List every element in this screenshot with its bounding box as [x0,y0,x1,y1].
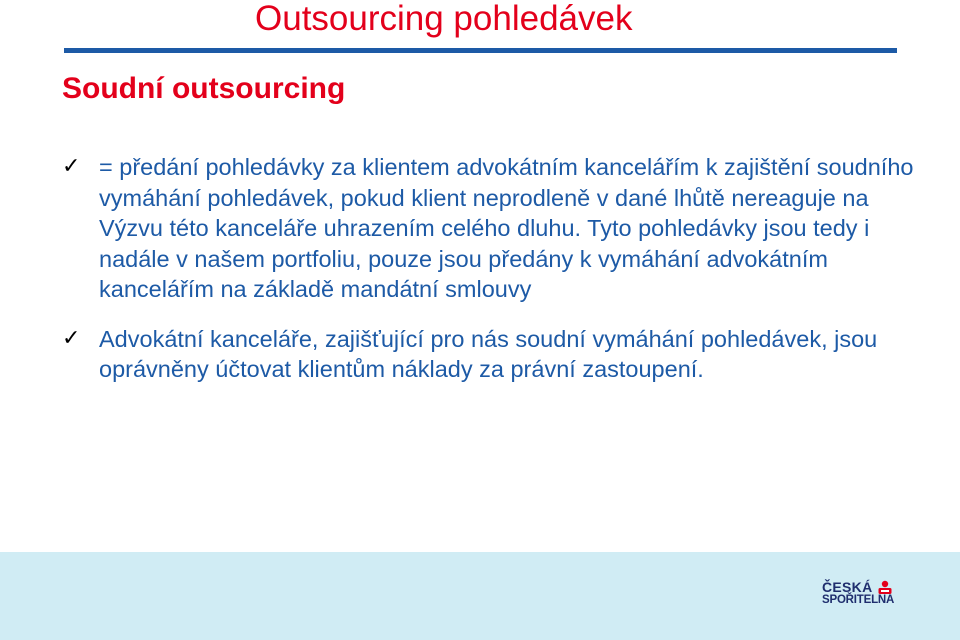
bullet-list [62,152,922,385]
bullet-text: = předání pohledávky za klientem advokátním kancelářím k zajištění soudního vymáhání pohledávek, pokud klient neprodleně v dané lhůtě nereaguje na Výzvu této kanceláře uhrazením celého dluhu. Tyto pohledávky jsou tedy i nadále v našem portfoliu, pouze jsou předány k vymáhání advokátním kancelářím na základě mandátní smlouvy [99,154,914,302]
ceska-sporitelna-logo [822,579,902,609]
slide-title: Outsourcing pohledávek [255,0,633,38]
title-divider [64,48,897,53]
slide-subtitle: Soudní outsourcing [62,72,346,105]
logo-text-line1: ČESKÁ [822,579,873,595]
bullet-item [62,152,922,305]
checkmark-icon: ✓ [62,154,81,179]
bullet-text: Advokátní kanceláře, zajišťující pro nás soudní vymáhání pohledávek, jsou oprávněny účtovat klientům náklady za právní zastoupení. [99,325,878,382]
footer-band [0,552,960,640]
bullet-item [62,324,922,385]
checkmark-icon: ✓ [62,325,81,351]
logo-text-line2: SPOŘITELNA [822,594,895,606]
